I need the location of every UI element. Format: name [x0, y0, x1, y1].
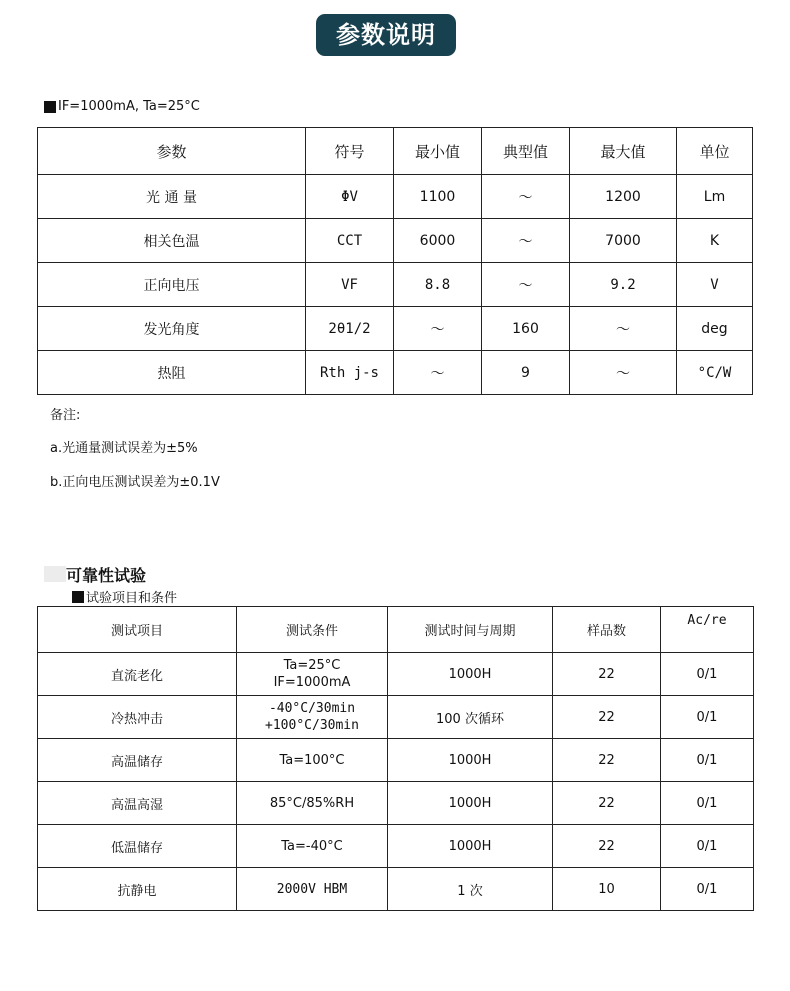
- condition-line: +100°C/30min: [265, 718, 359, 733]
- header-cell: 单位: [677, 128, 753, 175]
- header-cell: 最小值: [394, 128, 482, 175]
- param-max: 1200: [570, 175, 677, 219]
- param-name: 光 通 量: [38, 175, 306, 219]
- reliability-table: [37, 606, 754, 911]
- condition-line: IF=1000mA: [273, 675, 351, 690]
- param-symbol: Rth j-s: [306, 351, 394, 395]
- notes-title: 备注:: [50, 408, 81, 423]
- header-cell: 最大值: [570, 128, 677, 175]
- param-max: 7000: [570, 219, 677, 263]
- param-max: ～: [570, 307, 677, 351]
- header-cell: 样品数: [553, 607, 661, 653]
- ac-re-value: 0/1: [661, 825, 754, 868]
- param-typ: 160: [482, 307, 570, 351]
- test-condition-cell: 2000V HBM: [237, 868, 388, 911]
- table-row: [38, 739, 754, 782]
- reliability-section-title: 可靠性试验: [66, 566, 147, 585]
- param-typ: 9: [482, 351, 570, 395]
- ac-re-value: 0/1: [661, 739, 754, 782]
- param-min: 1100: [394, 175, 482, 219]
- test-time: 1000H: [388, 782, 553, 825]
- parameter-table: [37, 127, 753, 395]
- param-unit: K: [677, 219, 753, 263]
- param-name: 热阻: [38, 351, 306, 395]
- test-condition-cell: [237, 653, 388, 696]
- test-condition: [44, 99, 200, 114]
- param-min: ～: [394, 351, 482, 395]
- param-max: 9.2: [570, 263, 677, 307]
- condition-line: -40°C/30min: [268, 701, 356, 716]
- param-typ: ～: [482, 219, 570, 263]
- sample-count: 22: [553, 825, 661, 868]
- test-item: 低温储存: [38, 825, 237, 868]
- test-time: 100 次循环: [388, 696, 553, 739]
- test-condition-cell: 85°C/85%RH: [237, 782, 388, 825]
- note-item: a.光通量测试误差为±5%: [50, 441, 198, 456]
- sample-count: 22: [553, 696, 661, 739]
- test-condition-cell: [237, 696, 388, 739]
- param-symbol: 2θ1/2: [306, 307, 394, 351]
- table-row: [38, 868, 754, 911]
- test-time: 1000H: [388, 739, 553, 782]
- test-time: 1 次: [388, 868, 553, 911]
- header-cell: 测试项目: [38, 607, 237, 653]
- table-row: [38, 351, 753, 395]
- ac-re-value: 0/1: [661, 868, 754, 911]
- param-min: 8.8: [394, 263, 482, 307]
- table-row: [38, 825, 754, 868]
- table-row: [38, 696, 754, 739]
- table-row: [38, 219, 753, 263]
- param-unit: Lm: [677, 175, 753, 219]
- test-condition-cell: Ta=100°C: [237, 739, 388, 782]
- param-max: ～: [570, 351, 677, 395]
- table-header-row: [38, 607, 754, 653]
- sample-count: 22: [553, 782, 661, 825]
- table-row: [38, 307, 753, 351]
- sample-count: 22: [553, 739, 661, 782]
- param-min: 6000: [394, 219, 482, 263]
- test-condition-cell: Ta=-40°C: [237, 825, 388, 868]
- param-symbol: ΦV: [306, 175, 394, 219]
- header-cell: Ac/re: [661, 607, 754, 653]
- square-bullet-icon: [72, 591, 84, 603]
- param-min: ～: [394, 307, 482, 351]
- test-item: 高温高湿: [38, 782, 237, 825]
- header-cell: 测试时间与周期: [388, 607, 553, 653]
- sample-count: 22: [553, 653, 661, 696]
- test-item: 抗静电: [38, 868, 237, 911]
- param-unit: deg: [677, 307, 753, 351]
- test-item: 冷热冲击: [38, 696, 237, 739]
- header-cell: 符号: [306, 128, 394, 175]
- condition-line: Ta=25°C: [283, 658, 341, 673]
- reliability-subtitle: [72, 587, 177, 606]
- header-cell: 参数: [38, 128, 306, 175]
- reliability-subtitle-text: 试验项目和条件: [86, 591, 178, 606]
- param-typ: ～: [482, 175, 570, 219]
- table-row: [38, 782, 754, 825]
- header-cell: 测试条件: [237, 607, 388, 653]
- param-typ: ～: [482, 263, 570, 307]
- table-row: [38, 653, 754, 696]
- param-name: 相关色温: [38, 219, 306, 263]
- param-name: 正向电压: [38, 263, 306, 307]
- table-header-row: [38, 128, 753, 175]
- table-row: [38, 263, 753, 307]
- param-symbol: CCT: [306, 219, 394, 263]
- section-marker: [44, 566, 66, 582]
- ac-re-value: 0/1: [661, 782, 754, 825]
- header-cell: 典型值: [482, 128, 570, 175]
- test-item: 高温储存: [38, 739, 237, 782]
- param-symbol: VF: [306, 263, 394, 307]
- test-time: 1000H: [388, 825, 553, 868]
- sample-count: 10: [553, 868, 661, 911]
- param-unit: °C/W: [677, 351, 753, 395]
- table-row: [38, 175, 753, 219]
- param-unit: V: [677, 263, 753, 307]
- ac-re-value: 0/1: [661, 696, 754, 739]
- test-time: 1000H: [388, 653, 553, 696]
- page-banner-title: 参数说明: [316, 14, 456, 56]
- param-name: 发光角度: [38, 307, 306, 351]
- test-condition-text: IF=1000mA, Ta=25°C: [58, 99, 200, 114]
- ac-re-value: 0/1: [661, 653, 754, 696]
- square-bullet-icon: [44, 101, 56, 113]
- note-item: b.正向电压测试误差为±0.1V: [50, 475, 220, 490]
- test-item: 直流老化: [38, 653, 237, 696]
